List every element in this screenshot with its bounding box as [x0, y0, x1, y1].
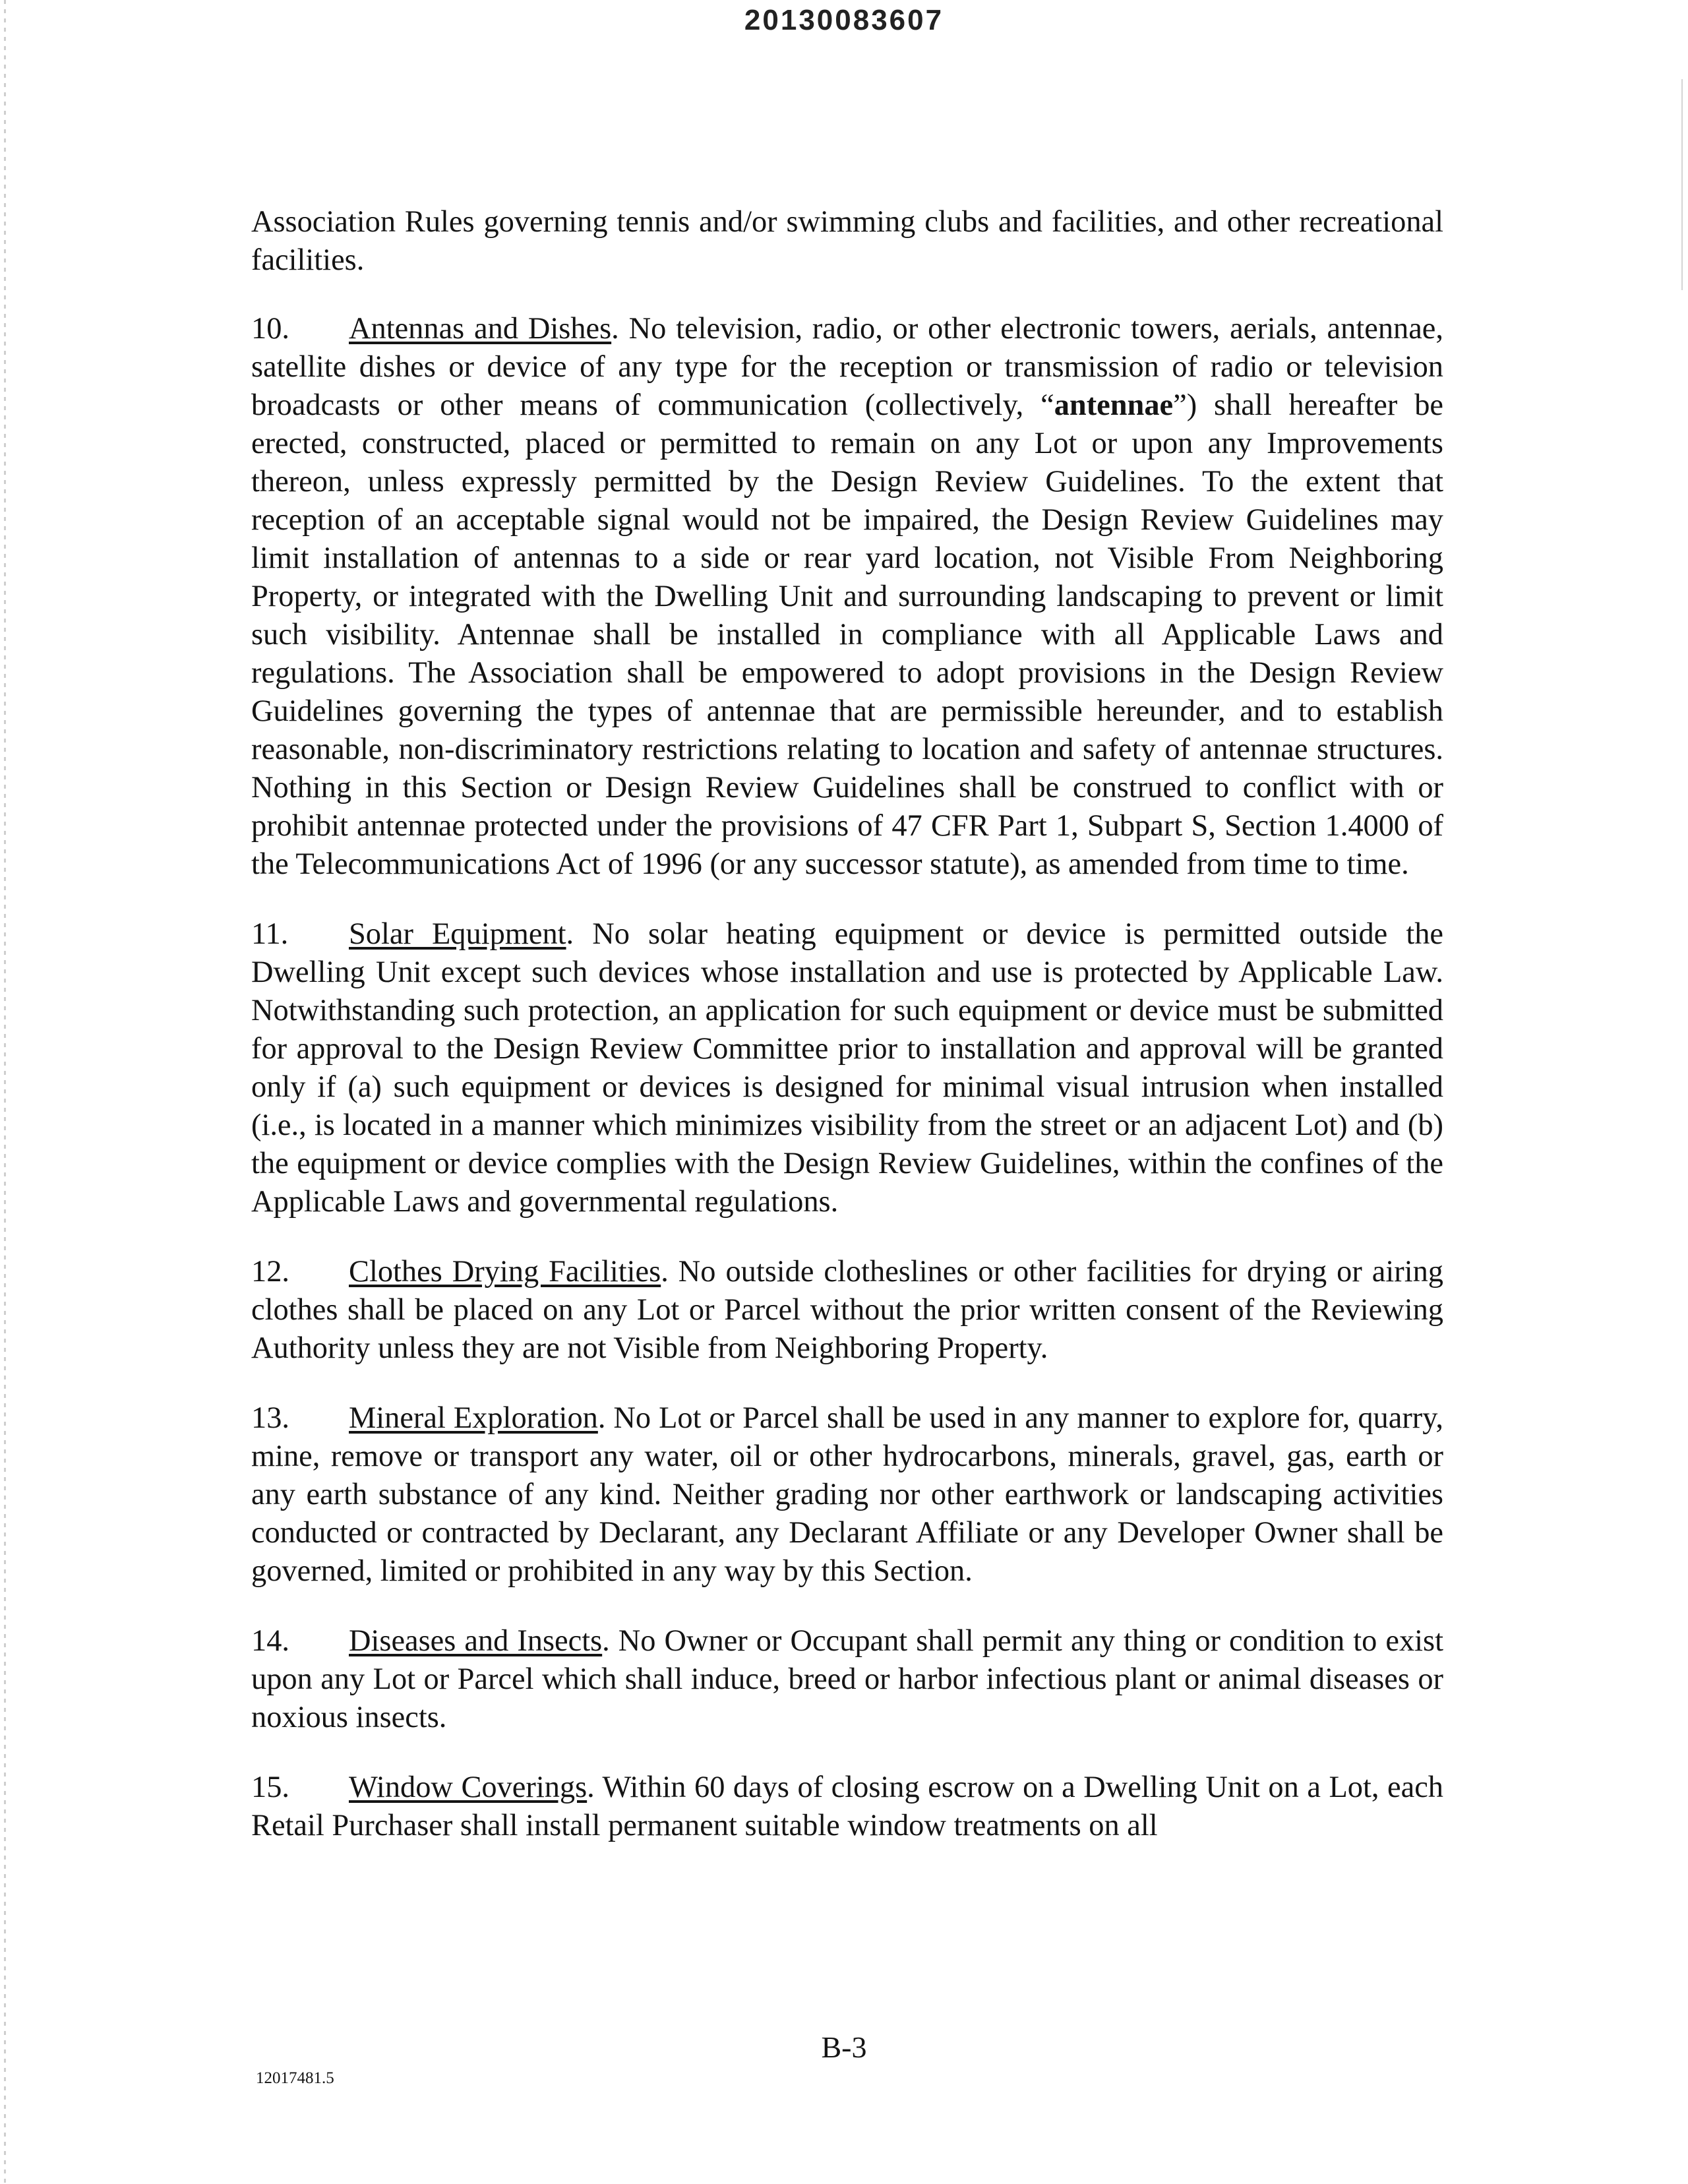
section-title: Diseases and Insects — [349, 1624, 603, 1658]
section-number: 10. — [251, 312, 289, 346]
section-number: 13. — [251, 1401, 289, 1435]
section-14: 14. Diseases and Insects. No Owner or Occupant shall permit any thing or condition to exist upon any Lot or Parcel which shall induce, breed or harbor infectious plant or animal diseases or noxious insects. — [251, 1622, 1443, 1737]
section-10: 10. Antennas and Dishes. No television, radio, or other electronic towers, aerials, antennae, satellite dishes or device of any type for the reception or transmission of radio or television broadcasts or other means of communication (collectively, “antennae”) shall hereafter be erected, constructed, placed or permitted to remain on any Lot or upon any Improvements thereon, unless expressly permitted by the Design Review Guidelines. To the extent that reception of an acceptable signal would not be impaired, the Design Review Guidelines may limit installation of antennas to a side or rear yard location, not Visible From Neighboring Property, or integrated with the Dwelling Unit and surrounding landscaping to prevent or limit such visibility. Antennae shall be installed in compliance with all Applicable Laws and regulations. The Association shall be empowered to adopt provisions in the Design Review Guidelines governing the types of antennae that are permissible hereunder, and to establish reasonable, non-discriminatory restrictions relating to location and safety of antennae structures. Nothing in this Section or Design Review Guidelines shall be construed to conflict with or prohibit antennae protected under the provisions of 47 CFR Part 1, Subpart S, Section 1.4000 of the Telecommunications Act of 1996 (or any successor statute), as amended from time to time. — [251, 310, 1443, 884]
section-title: Antennas and Dishes — [349, 312, 612, 346]
section-15: 15. Window Coverings. Within 60 days of closing escrow on a Dwelling Unit on a Lot, each Retail Purchaser shall install permanent suitable window treatments on all — [251, 1769, 1443, 1845]
section-11: 11. Solar Equipment. No solar heating equipment or device is permitted outside the Dwelling Unit except such devices whose installation and use is protected by Applicable Law. Notwithstanding such protection, an application for such equipment or device must be submitted for approval to the Design Review Committee prior to installation and approval will be granted only if (a) such equipment or devices is designed for minimal visual intrusion when installed (i.e., is located in a manner which minimizes visibility from the street or an adjacent Lot) and (b) the equipment or device complies with the Design Review Guidelines, within the confines of the Applicable Laws and governmental regulations. — [251, 915, 1443, 1221]
continuation-paragraph: Association Rules governing tennis and/or swimming clubs and facilities, and other recreational facilities. — [251, 205, 1443, 277]
section-text: No outside clotheslines or other facilities for drying or airing clothes shall be placed on any Lot or Parcel without the prior written consent of the Reviewing Authority unless they are not Visible from Neighboring Property. — [251, 1255, 1443, 1365]
section-number: 14. — [251, 1624, 289, 1658]
section-title: Mineral Exploration — [349, 1401, 598, 1435]
section-text: No Owner or Occupant shall permit any thing or condition to exist upon any Lot or Parcel which shall induce, breed or harbor infectious plant or animal diseases or noxious insects. — [251, 1624, 1443, 1734]
section-title: Clothes Drying Facilities — [349, 1255, 661, 1289]
section-text: No Lot or Parcel shall be used in any manner to explore for, quarry, mine, remove or transport any water, oil or other hydrocarbons, minerals, gravel, gas, earth or any earth substance of any kind. Neither grading nor other earthwork or landscaping activities conducted or contracted by Declarant, any Declarant Affiliate or any Developer Owner shall be governed, limited or prohibited in any way by this Section. — [251, 1401, 1443, 1588]
section-13: 13. Mineral Exploration. No Lot or Parcel shall be used in any manner to explore for, quarry, mine, remove or transport any water, oil or other hydrocarbons, minerals, gravel, gas, earth or any earth substance of any kind. Neither grading nor other earthwork or landscaping activities conducted or contracted by Declarant, any Declarant Affiliate or any Developer Owner shall be governed, limited or prohibited in any way by this Section. — [251, 1399, 1443, 1591]
section-text: No television, radio, or other electronic towers, aerials, antennae, satellite dishes or device of any type for the reception or transmission of radio or television broadcasts or other means of communication (collectively, “ — [251, 312, 1443, 422]
section-number: 12. — [251, 1255, 289, 1289]
page-number: B-3 — [821, 2030, 867, 2064]
section-12: 12. Clothes Drying Facilities. No outside clotheslines or other facilities for drying or airing clothes shall be placed on any Lot or Parcel without the prior written consent of the Reviewing Authority unless they are not Visible from Neighboring Property. — [251, 1253, 1443, 1368]
section-text-cont: ”) shall hereafter be erected, constructed, placed or permitted to remain on any Lot or upon any Improvements thereon, unless expressly permitted by the Design Review Guidelines. To the extent that reception of an acceptable signal would not be impaired, the Design Review Guidelines may limit installation of antennas to a side or rear yard location, not Visible From Neighboring Property, or integrated with the Dwelling Unit and surrounding landscaping to prevent or limit such visibility. Antennae shall be installed in compliance with all Applicable Laws and regulations. The Association shall be empowered to adopt provisions in the Design Review Guidelines governing the types of antennae that are permissible hereunder, and to establish reasonable, non-discriminatory restrictions relating to location and safety of antennae structures. Nothing in this Section or Design Review Guidelines shall be construed to conflict with or prohibit antennae protected under the provisions of 47 CFR Part 1, Subpart S, Section 1.4000 of the Telecommunications Act of 1996 (or any successor statute), as amended from time to time. — [251, 388, 1444, 881]
defined-term: antennae — [1054, 388, 1174, 422]
document-id: 12017481.5 — [256, 2069, 334, 2087]
scan-edge-right — [1681, 79, 1683, 290]
section-text: No solar heating equipment or device is permitted outside the Dwelling Unit except such devices whose installation and use is protected by Applicable Law. Notwithstanding such protection, an application for such equipment or device must be submitted for approval to the Design Review Committee prior to installation and approval will be granted only if (a) such equipment or devices is designed for minimal visual intrusion when installed (i.e., is located in a manner which minimizes visibility from the street or an adjacent Lot) and (b) the equipment or device complies with the Design Review Guidelines, within the confines of the Applicable Laws and governmental regulations. — [251, 917, 1443, 1219]
recording-number: 20130083607 — [744, 4, 944, 36]
section-text: Within 60 days of closing escrow on a Dwelling Unit on a Lot, each Retail Purchaser shall install permanent suitable window treatments on all — [251, 1771, 1443, 1842]
section-number: 11. — [251, 917, 289, 951]
scan-edge-left — [4, 0, 6, 2184]
section-number: 15. — [251, 1771, 289, 1804]
document-body — [251, 203, 1443, 1877]
section-title: Solar Equipment — [349, 917, 566, 951]
section-title: Window Coverings — [349, 1771, 588, 1804]
